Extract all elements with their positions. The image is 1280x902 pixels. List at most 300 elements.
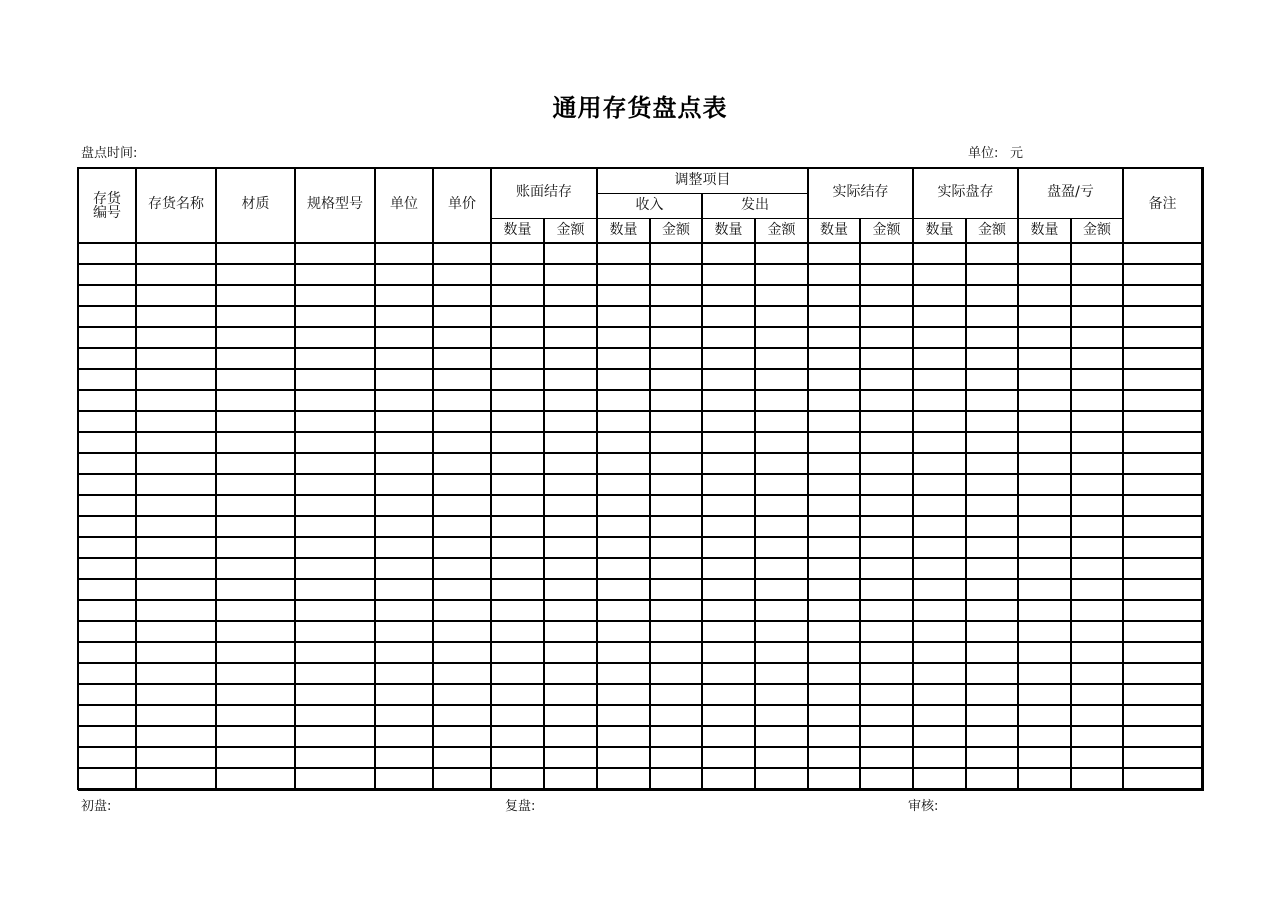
table-cell[interactable] bbox=[491, 747, 544, 768]
table-cell[interactable] bbox=[1018, 369, 1071, 390]
table-cell[interactable] bbox=[1071, 747, 1123, 768]
table-cell[interactable] bbox=[808, 306, 860, 327]
table-cell[interactable] bbox=[966, 642, 1018, 663]
table-cell[interactable] bbox=[78, 537, 136, 558]
table-cell[interactable] bbox=[1071, 558, 1123, 579]
table-cell[interactable] bbox=[78, 621, 136, 642]
table-cell[interactable] bbox=[702, 768, 755, 789]
table-cell[interactable] bbox=[295, 327, 375, 348]
table-cell[interactable] bbox=[544, 558, 597, 579]
table-cell[interactable] bbox=[966, 684, 1018, 705]
table-cell[interactable] bbox=[491, 285, 544, 306]
table-cell[interactable] bbox=[136, 369, 216, 390]
table-cell[interactable] bbox=[755, 558, 808, 579]
table-cell[interactable] bbox=[491, 495, 544, 516]
table-cell[interactable] bbox=[375, 369, 433, 390]
table-cell[interactable] bbox=[597, 768, 650, 789]
table-cell[interactable] bbox=[1018, 726, 1071, 747]
table-cell[interactable] bbox=[755, 579, 808, 600]
table-cell[interactable] bbox=[808, 327, 860, 348]
table-cell[interactable] bbox=[1018, 285, 1071, 306]
table-cell[interactable] bbox=[78, 348, 136, 369]
table-cell[interactable] bbox=[375, 705, 433, 726]
table-cell[interactable] bbox=[1123, 306, 1202, 327]
table-cell[interactable] bbox=[650, 621, 702, 642]
table-cell[interactable] bbox=[808, 369, 860, 390]
table-cell[interactable] bbox=[491, 306, 544, 327]
table-cell[interactable] bbox=[1123, 726, 1202, 747]
table-cell[interactable] bbox=[755, 726, 808, 747]
table-cell[interactable] bbox=[966, 621, 1018, 642]
table-cell[interactable] bbox=[491, 663, 544, 684]
table-cell[interactable] bbox=[650, 768, 702, 789]
table-cell[interactable] bbox=[860, 621, 913, 642]
table-cell[interactable] bbox=[1018, 621, 1071, 642]
table-cell[interactable] bbox=[597, 516, 650, 537]
table-cell[interactable] bbox=[1123, 747, 1202, 768]
table-cell[interactable] bbox=[78, 411, 136, 432]
table-cell[interactable] bbox=[966, 747, 1018, 768]
table-cell[interactable] bbox=[544, 642, 597, 663]
table-cell[interactable] bbox=[491, 684, 544, 705]
table-cell[interactable] bbox=[650, 285, 702, 306]
table-cell[interactable] bbox=[491, 432, 544, 453]
table-cell[interactable] bbox=[433, 747, 491, 768]
table-cell[interactable] bbox=[491, 243, 544, 264]
table-cell[interactable] bbox=[860, 474, 913, 495]
table-cell[interactable] bbox=[1071, 579, 1123, 600]
table-cell[interactable] bbox=[597, 705, 650, 726]
table-cell[interactable] bbox=[78, 579, 136, 600]
table-cell[interactable] bbox=[295, 453, 375, 474]
table-cell[interactable] bbox=[216, 621, 295, 642]
table-cell[interactable] bbox=[375, 642, 433, 663]
table-cell[interactable] bbox=[216, 285, 295, 306]
table-cell[interactable] bbox=[216, 642, 295, 663]
table-cell[interactable] bbox=[860, 558, 913, 579]
table-cell[interactable] bbox=[136, 663, 216, 684]
table-cell[interactable] bbox=[650, 474, 702, 495]
table-cell[interactable] bbox=[544, 621, 597, 642]
table-cell[interactable] bbox=[216, 705, 295, 726]
table-cell[interactable] bbox=[860, 306, 913, 327]
table-cell[interactable] bbox=[755, 327, 808, 348]
table-cell[interactable] bbox=[78, 390, 136, 411]
table-cell[interactable] bbox=[216, 684, 295, 705]
table-cell[interactable] bbox=[216, 348, 295, 369]
table-cell[interactable] bbox=[755, 474, 808, 495]
table-cell[interactable] bbox=[491, 558, 544, 579]
table-cell[interactable] bbox=[491, 411, 544, 432]
table-cell[interactable] bbox=[433, 327, 491, 348]
table-cell[interactable] bbox=[375, 600, 433, 621]
table-cell[interactable] bbox=[216, 474, 295, 495]
table-cell[interactable] bbox=[295, 411, 375, 432]
table-cell[interactable] bbox=[295, 264, 375, 285]
table-cell[interactable] bbox=[433, 411, 491, 432]
table-cell[interactable] bbox=[216, 726, 295, 747]
table-cell[interactable] bbox=[1018, 243, 1071, 264]
table-cell[interactable] bbox=[913, 726, 966, 747]
table-cell[interactable] bbox=[216, 747, 295, 768]
table-cell[interactable] bbox=[1071, 369, 1123, 390]
table-cell[interactable] bbox=[966, 306, 1018, 327]
table-cell[interactable] bbox=[375, 726, 433, 747]
table-cell[interactable] bbox=[597, 600, 650, 621]
table-cell[interactable] bbox=[755, 768, 808, 789]
table-cell[interactable] bbox=[597, 747, 650, 768]
table-cell[interactable] bbox=[755, 264, 808, 285]
table-cell[interactable] bbox=[491, 369, 544, 390]
table-cell[interactable] bbox=[433, 663, 491, 684]
table-cell[interactable] bbox=[1018, 306, 1071, 327]
table-cell[interactable] bbox=[375, 243, 433, 264]
table-cell[interactable] bbox=[433, 264, 491, 285]
table-cell[interactable] bbox=[860, 747, 913, 768]
table-cell[interactable] bbox=[544, 348, 597, 369]
table-cell[interactable] bbox=[1071, 348, 1123, 369]
table-cell[interactable] bbox=[913, 411, 966, 432]
table-cell[interactable] bbox=[433, 537, 491, 558]
table-cell[interactable] bbox=[913, 348, 966, 369]
table-cell[interactable] bbox=[597, 558, 650, 579]
table-cell[interactable] bbox=[702, 600, 755, 621]
table-cell[interactable] bbox=[1123, 516, 1202, 537]
table-cell[interactable] bbox=[650, 579, 702, 600]
table-cell[interactable] bbox=[295, 663, 375, 684]
table-cell[interactable] bbox=[808, 558, 860, 579]
table-cell[interactable] bbox=[1071, 327, 1123, 348]
table-cell[interactable] bbox=[860, 684, 913, 705]
table-cell[interactable] bbox=[136, 537, 216, 558]
table-cell[interactable] bbox=[913, 453, 966, 474]
table-cell[interactable] bbox=[650, 495, 702, 516]
table-cell[interactable] bbox=[375, 495, 433, 516]
table-cell[interactable] bbox=[650, 642, 702, 663]
table-cell[interactable] bbox=[1071, 600, 1123, 621]
table-cell[interactable] bbox=[913, 432, 966, 453]
table-cell[interactable] bbox=[491, 453, 544, 474]
table-cell[interactable] bbox=[966, 600, 1018, 621]
table-cell[interactable] bbox=[375, 621, 433, 642]
table-cell[interactable] bbox=[913, 642, 966, 663]
table-cell[interactable] bbox=[544, 663, 597, 684]
table-cell[interactable] bbox=[136, 768, 216, 789]
table-cell[interactable] bbox=[136, 642, 216, 663]
table-cell[interactable] bbox=[136, 348, 216, 369]
table-cell[interactable] bbox=[78, 327, 136, 348]
table-cell[interactable] bbox=[650, 705, 702, 726]
table-cell[interactable] bbox=[433, 243, 491, 264]
table-cell[interactable] bbox=[1123, 285, 1202, 306]
table-cell[interactable] bbox=[78, 432, 136, 453]
table-cell[interactable] bbox=[650, 516, 702, 537]
table-cell[interactable] bbox=[1123, 474, 1202, 495]
table-cell[interactable] bbox=[433, 558, 491, 579]
table-cell[interactable] bbox=[966, 726, 1018, 747]
table-cell[interactable] bbox=[1071, 285, 1123, 306]
table-cell[interactable] bbox=[913, 747, 966, 768]
table-cell[interactable] bbox=[295, 390, 375, 411]
table-cell[interactable] bbox=[702, 327, 755, 348]
table-cell[interactable] bbox=[650, 684, 702, 705]
table-cell[interactable] bbox=[491, 579, 544, 600]
table-cell[interactable] bbox=[808, 684, 860, 705]
table-cell[interactable] bbox=[136, 684, 216, 705]
table-cell[interactable] bbox=[78, 453, 136, 474]
table-cell[interactable] bbox=[78, 285, 136, 306]
table-cell[interactable] bbox=[78, 558, 136, 579]
table-cell[interactable] bbox=[650, 306, 702, 327]
table-cell[interactable] bbox=[1018, 642, 1071, 663]
table-cell[interactable] bbox=[702, 243, 755, 264]
table-cell[interactable] bbox=[755, 747, 808, 768]
table-cell[interactable] bbox=[78, 705, 136, 726]
table-cell[interactable] bbox=[491, 705, 544, 726]
table-cell[interactable] bbox=[966, 264, 1018, 285]
table-cell[interactable] bbox=[966, 474, 1018, 495]
table-cell[interactable] bbox=[1071, 537, 1123, 558]
table-cell[interactable] bbox=[755, 243, 808, 264]
table-cell[interactable] bbox=[860, 663, 913, 684]
table-cell[interactable] bbox=[755, 537, 808, 558]
table-cell[interactable] bbox=[808, 348, 860, 369]
table-cell[interactable] bbox=[1018, 453, 1071, 474]
table-cell[interactable] bbox=[860, 369, 913, 390]
table-cell[interactable] bbox=[1123, 537, 1202, 558]
table-cell[interactable] bbox=[136, 726, 216, 747]
table-cell[interactable] bbox=[1123, 642, 1202, 663]
table-cell[interactable] bbox=[966, 411, 1018, 432]
table-cell[interactable] bbox=[808, 474, 860, 495]
table-cell[interactable] bbox=[860, 264, 913, 285]
table-cell[interactable] bbox=[650, 327, 702, 348]
table-cell[interactable] bbox=[1123, 579, 1202, 600]
table-cell[interactable] bbox=[1018, 768, 1071, 789]
table-cell[interactable] bbox=[136, 243, 216, 264]
table-cell[interactable] bbox=[295, 306, 375, 327]
table-cell[interactable] bbox=[650, 432, 702, 453]
table-cell[interactable] bbox=[755, 306, 808, 327]
table-cell[interactable] bbox=[597, 285, 650, 306]
table-cell[interactable] bbox=[295, 432, 375, 453]
table-cell[interactable] bbox=[597, 537, 650, 558]
table-cell[interactable] bbox=[1071, 726, 1123, 747]
table-cell[interactable] bbox=[78, 516, 136, 537]
table-cell[interactable] bbox=[433, 705, 491, 726]
table-cell[interactable] bbox=[295, 285, 375, 306]
table-cell[interactable] bbox=[375, 306, 433, 327]
table-cell[interactable] bbox=[808, 264, 860, 285]
table-cell[interactable] bbox=[544, 264, 597, 285]
table-cell[interactable] bbox=[702, 264, 755, 285]
table-cell[interactable] bbox=[375, 411, 433, 432]
table-cell[interactable] bbox=[544, 453, 597, 474]
table-cell[interactable] bbox=[78, 306, 136, 327]
table-cell[interactable] bbox=[1018, 390, 1071, 411]
table-cell[interactable] bbox=[375, 663, 433, 684]
table-cell[interactable] bbox=[375, 747, 433, 768]
table-cell[interactable] bbox=[860, 705, 913, 726]
table-cell[interactable] bbox=[913, 474, 966, 495]
table-cell[interactable] bbox=[1018, 579, 1071, 600]
table-cell[interactable] bbox=[597, 306, 650, 327]
table-cell[interactable] bbox=[755, 453, 808, 474]
table-cell[interactable] bbox=[755, 432, 808, 453]
table-cell[interactable] bbox=[702, 432, 755, 453]
table-cell[interactable] bbox=[375, 516, 433, 537]
table-cell[interactable] bbox=[1071, 768, 1123, 789]
table-cell[interactable] bbox=[136, 327, 216, 348]
table-cell[interactable] bbox=[702, 453, 755, 474]
table-cell[interactable] bbox=[966, 495, 1018, 516]
table-cell[interactable] bbox=[808, 642, 860, 663]
table-cell[interactable] bbox=[216, 390, 295, 411]
table-cell[interactable] bbox=[136, 579, 216, 600]
table-cell[interactable] bbox=[216, 432, 295, 453]
table-cell[interactable] bbox=[702, 558, 755, 579]
table-cell[interactable] bbox=[755, 600, 808, 621]
table-cell[interactable] bbox=[913, 537, 966, 558]
table-cell[interactable] bbox=[136, 516, 216, 537]
table-cell[interactable] bbox=[544, 600, 597, 621]
table-cell[interactable] bbox=[1018, 684, 1071, 705]
table-cell[interactable] bbox=[1071, 705, 1123, 726]
table-cell[interactable] bbox=[808, 726, 860, 747]
table-cell[interactable] bbox=[1018, 432, 1071, 453]
table-cell[interactable] bbox=[966, 285, 1018, 306]
table-cell[interactable] bbox=[966, 327, 1018, 348]
table-cell[interactable] bbox=[913, 663, 966, 684]
table-cell[interactable] bbox=[913, 558, 966, 579]
table-cell[interactable] bbox=[702, 642, 755, 663]
table-cell[interactable] bbox=[295, 621, 375, 642]
table-cell[interactable] bbox=[597, 327, 650, 348]
table-cell[interactable] bbox=[1123, 327, 1202, 348]
table-cell[interactable] bbox=[913, 243, 966, 264]
table-cell[interactable] bbox=[295, 768, 375, 789]
table-cell[interactable] bbox=[295, 600, 375, 621]
table-cell[interactable] bbox=[966, 663, 1018, 684]
table-cell[interactable] bbox=[136, 495, 216, 516]
table-cell[interactable] bbox=[1018, 327, 1071, 348]
table-cell[interactable] bbox=[295, 642, 375, 663]
table-cell[interactable] bbox=[78, 684, 136, 705]
table-cell[interactable] bbox=[1018, 747, 1071, 768]
table-cell[interactable] bbox=[860, 453, 913, 474]
table-cell[interactable] bbox=[136, 705, 216, 726]
table-cell[interactable] bbox=[702, 726, 755, 747]
table-cell[interactable] bbox=[1018, 537, 1071, 558]
table-cell[interactable] bbox=[375, 453, 433, 474]
table-cell[interactable] bbox=[808, 768, 860, 789]
table-cell[interactable] bbox=[913, 369, 966, 390]
table-cell[interactable] bbox=[544, 537, 597, 558]
table-cell[interactable] bbox=[1071, 621, 1123, 642]
table-cell[interactable] bbox=[491, 726, 544, 747]
table-cell[interactable] bbox=[1123, 600, 1202, 621]
table-cell[interactable] bbox=[216, 243, 295, 264]
table-cell[interactable] bbox=[544, 369, 597, 390]
table-cell[interactable] bbox=[1123, 495, 1202, 516]
table-cell[interactable] bbox=[1071, 264, 1123, 285]
table-cell[interactable] bbox=[1071, 411, 1123, 432]
table-cell[interactable] bbox=[375, 537, 433, 558]
table-cell[interactable] bbox=[78, 474, 136, 495]
table-cell[interactable] bbox=[295, 747, 375, 768]
table-cell[interactable] bbox=[1071, 453, 1123, 474]
table-cell[interactable] bbox=[650, 663, 702, 684]
table-cell[interactable] bbox=[375, 327, 433, 348]
table-cell[interactable] bbox=[136, 264, 216, 285]
table-cell[interactable] bbox=[1018, 495, 1071, 516]
table-cell[interactable] bbox=[1123, 369, 1202, 390]
table-cell[interactable] bbox=[1018, 558, 1071, 579]
table-cell[interactable] bbox=[78, 495, 136, 516]
table-cell[interactable] bbox=[136, 747, 216, 768]
table-cell[interactable] bbox=[433, 600, 491, 621]
table-cell[interactable] bbox=[375, 474, 433, 495]
table-cell[interactable] bbox=[913, 600, 966, 621]
table-cell[interactable] bbox=[375, 768, 433, 789]
table-cell[interactable] bbox=[433, 306, 491, 327]
table-cell[interactable] bbox=[544, 327, 597, 348]
table-cell[interactable] bbox=[1018, 516, 1071, 537]
table-cell[interactable] bbox=[755, 642, 808, 663]
table-cell[interactable] bbox=[216, 369, 295, 390]
table-cell[interactable] bbox=[544, 306, 597, 327]
table-cell[interactable] bbox=[966, 558, 1018, 579]
table-cell[interactable] bbox=[913, 621, 966, 642]
table-cell[interactable] bbox=[808, 579, 860, 600]
table-cell[interactable] bbox=[860, 579, 913, 600]
table-cell[interactable] bbox=[544, 516, 597, 537]
table-cell[interactable] bbox=[491, 264, 544, 285]
table-cell[interactable] bbox=[808, 516, 860, 537]
table-cell[interactable] bbox=[295, 495, 375, 516]
table-cell[interactable] bbox=[702, 411, 755, 432]
table-cell[interactable] bbox=[755, 684, 808, 705]
table-cell[interactable] bbox=[136, 558, 216, 579]
table-cell[interactable] bbox=[808, 663, 860, 684]
table-cell[interactable] bbox=[1071, 516, 1123, 537]
table-cell[interactable] bbox=[966, 348, 1018, 369]
table-cell[interactable] bbox=[136, 453, 216, 474]
table-cell[interactable] bbox=[702, 516, 755, 537]
table-cell[interactable] bbox=[702, 369, 755, 390]
table-cell[interactable] bbox=[913, 516, 966, 537]
table-cell[interactable] bbox=[755, 516, 808, 537]
table-cell[interactable] bbox=[375, 684, 433, 705]
table-cell[interactable] bbox=[544, 285, 597, 306]
table-cell[interactable] bbox=[597, 642, 650, 663]
table-cell[interactable] bbox=[860, 516, 913, 537]
table-cell[interactable] bbox=[544, 579, 597, 600]
table-cell[interactable] bbox=[860, 348, 913, 369]
table-cell[interactable] bbox=[702, 747, 755, 768]
table-cell[interactable] bbox=[295, 243, 375, 264]
table-cell[interactable] bbox=[1018, 705, 1071, 726]
table-cell[interactable] bbox=[1018, 264, 1071, 285]
table-cell[interactable] bbox=[433, 369, 491, 390]
table-cell[interactable] bbox=[1018, 411, 1071, 432]
table-cell[interactable] bbox=[491, 474, 544, 495]
table-cell[interactable] bbox=[702, 306, 755, 327]
table-cell[interactable] bbox=[78, 243, 136, 264]
table-cell[interactable] bbox=[597, 495, 650, 516]
table-cell[interactable] bbox=[78, 663, 136, 684]
table-cell[interactable] bbox=[755, 390, 808, 411]
